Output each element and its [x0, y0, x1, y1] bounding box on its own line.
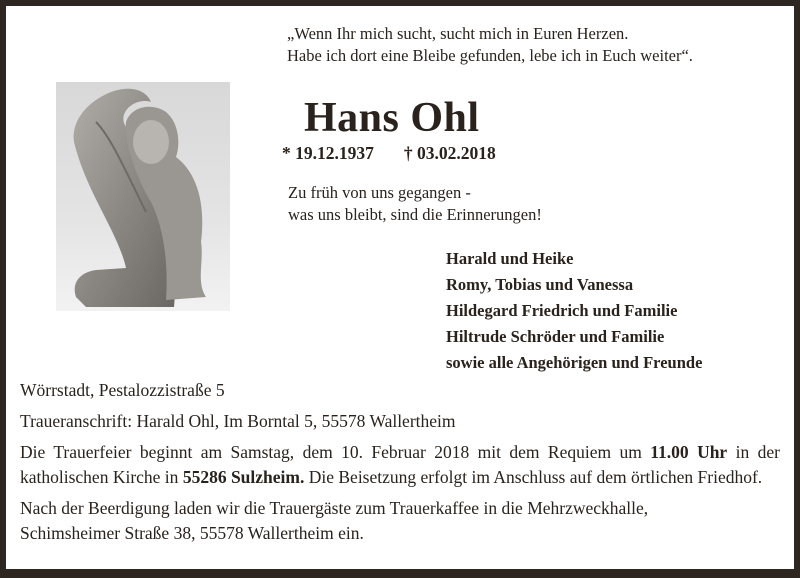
place: Wörrstadt, Pestalozzistraße 5 [20, 380, 225, 400]
ceremony-time: 11.00 Uhr [650, 442, 728, 462]
ceremony-info [20, 440, 780, 490]
saying-line: was uns bleibt, sind die Erinnerungen! [288, 205, 542, 224]
coffee-line: Schimsheimer Straße 38, 55578 Wallertheim ein. [20, 523, 364, 543]
coffee-line: Nach der Beerdigung laden wir die Trauergäste zum Trauerkaffee in die Mehrzweckhalle, [20, 498, 649, 518]
mourner: sowie alle Angehörigen und Freunde [446, 353, 703, 372]
quote [287, 23, 693, 67]
ceremony-text: Die Trauerfeier beginnt am Samstag, dem 10. Februar 2018 mit dem Requiem um [20, 442, 651, 462]
mourners-list [446, 246, 702, 376]
ceremony-location: 55286 Sulzheim. [182, 467, 305, 487]
saying [288, 182, 542, 226]
coffee-invitation [20, 496, 780, 546]
sculpture-photo-hand-holding-child [56, 82, 230, 311]
ceremony-text: in der katholischen Kirche in [20, 442, 780, 487]
notice-details [20, 378, 780, 552]
quote-line: Habe ich dort eine Bleibe gefunden, lebe ich in Euch weiter“. [287, 46, 693, 65]
quote-line: „Wenn Ihr mich sucht, sucht mich in Euren Herzen. [287, 24, 629, 43]
mourner: Hildegard Friedrich und Familie [446, 301, 678, 320]
death-date: † 03.02.2018 [403, 143, 496, 163]
deceased-name: Hans Ohl [304, 95, 480, 141]
mourner: Hiltrude Schröder und Familie [446, 327, 665, 346]
ceremony-text: Die Beisetzung erfolgt im Anschluss auf dem örtlichen Friedhof. [304, 467, 763, 487]
life-dates [282, 143, 526, 164]
saying-line: Zu früh von uns gegangen - [288, 183, 471, 202]
obituary-notice [6, 6, 794, 569]
mourner: Romy, Tobias und Vanessa [446, 275, 634, 294]
birth-date: * 19.12.1937 [282, 143, 374, 163]
mourning-address: Traueranschrift: Harald Ohl, Im Borntal 5, 55578 Wallertheim [20, 411, 456, 431]
mourner: Harald und Heike [446, 249, 574, 268]
